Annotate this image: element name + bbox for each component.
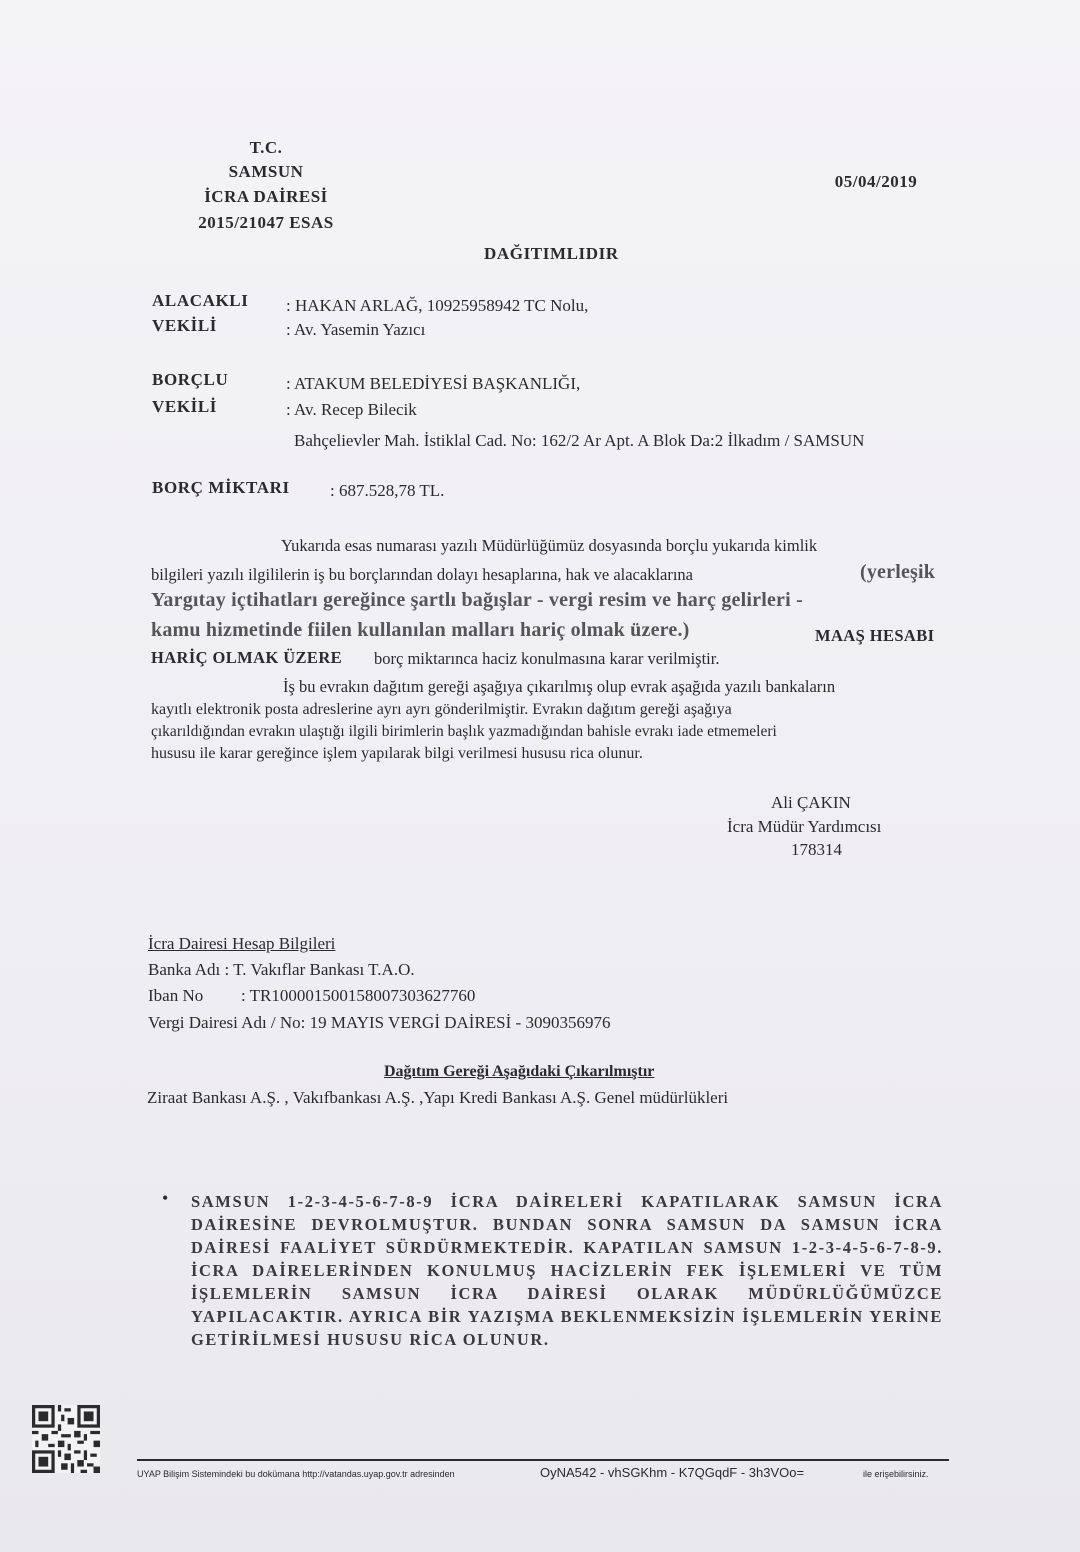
- vekili-value-2: : Av. Recep Bilecik: [286, 400, 417, 419]
- body-line: çıkarıldığından evrakın ulaştığı ilgili birimlerin başlık yazmadığından bahisle evrakı iade etmemeleri: [151, 723, 777, 740]
- body-bold: MAAŞ HESABI: [815, 626, 935, 645]
- body-highlight: Yargıtay içtihatları gereğince şartlı bağışlar - vergi resim ve harç gelirleri -: [151, 589, 803, 611]
- borclu-label: BORÇLU: [152, 370, 229, 389]
- account-iban-value: : TR100001500158007303627760: [241, 986, 476, 1005]
- signature-title: İcra Müdür Yardımcısı: [727, 817, 882, 836]
- header-tc: T.C.: [249, 138, 283, 157]
- account-heading: İcra Dairesi Hesap Bilgileri: [148, 934, 336, 953]
- body-line: Yukarıda esas numarası yazılı Müdürlüğümüz dosyasında borçlu yukarıda kimlik: [281, 536, 818, 555]
- signature-id: 178314: [791, 840, 842, 859]
- borclu-address: Bahçelievler Mah. İstiklal Cad. No: 162/2 Ar Apt. A Blok Da:2 İlkadım / SAMSUN: [294, 431, 865, 450]
- footer-suffix: ile erişebilirsiniz.: [863, 1469, 929, 1479]
- footer-divider: [137, 1459, 949, 1461]
- debt-amount: : 687.528,78 TL.: [330, 481, 445, 500]
- borclu-value: : ATAKUM BELEDİYESİ BAŞKANLIĞI,: [286, 374, 581, 393]
- alacakli-label: ALACAKLI: [152, 291, 249, 310]
- body-line: kayıtlı elektronik posta adreslerine ayrı ayrı gönderilmiştir. Evrakın dağıtım gereği aşağıya: [151, 701, 732, 718]
- body-line: hususu ile karar gereğince işlem yapılarak bilgi verilmesi hususu rica olunur.: [151, 745, 643, 762]
- body-line: borç miktarınca haciz konulmasına karar verilmiştir.: [374, 649, 720, 668]
- footer-access-code: OyNA542 - vhSGKhm - K7QGqdF - 3h3VOo=: [540, 1465, 805, 1480]
- document-title: DAĞITIMLIDIR: [484, 244, 619, 263]
- header-city: SAMSUN: [228, 162, 304, 181]
- notice-text: SAMSUN 1-2-3-4-5-6-7-8-9 İCRA DAİRELERİ KAPATILARAK SAMSUN İCRA DAİRESİNE DEVROLMUŞTUR. BUNDAN SONRA SAMSUN DA SAMSUN İCRA DAİRESİ FAALİYET SÜRDÜRMEKTEDİR. KAPATILAN SAMSUN 1-2-3-4-5-6-7-8-9. İCRA DAİRELERİNDEN KONULMUŞ HACİZLERİN FEK İŞLEMLERİ VE TÜM İŞLEMLERİN SAMSUN İCRA DAİRESİ OLARAK MÜDÜRLÜĞÜMÜZCE YAPILACAKTIR. AYRICA BİR YAZIŞMA BEKLENMEKSİZİN İŞLEMLERİN YERİNE GETİRİLMESİ HUSUSU RİCA OLUNUR.: [191, 1192, 943, 1349]
- body-line: İş bu evrakın dağıtım gereği aşağıya çıkarılmış olup evrak aşağıda yazılı bankaların: [283, 677, 836, 696]
- footer-prefix: UYAP Bilişim Sistemindeki bu dokümana http://vatandas.uyap.gov.tr adresinden: [137, 1469, 455, 1479]
- alacakli-value: : HAKAN ARLAĞ, 10925958942 TC Nolu,: [286, 296, 589, 315]
- signature-name: Ali ÇAKIN: [771, 793, 851, 812]
- body-highlight: kamu hizmetinde fiilen kullanılan malları hariç olmak üzere.): [151, 619, 690, 641]
- header-office: İCRA DAİRESİ: [204, 187, 328, 206]
- distribution-banks: Ziraat Bankası A.Ş. , Vakıfbankası A.Ş. ,Yapı Kredi Bankası A.Ş. Genel müdürlükleri: [147, 1088, 729, 1107]
- account-bank: Banka Adı : T. Vakıflar Bankası T.A.O.: [148, 960, 415, 979]
- vekili-value: : Av. Yasemin Yazıcı: [286, 320, 426, 339]
- header-case-number: 2015/21047 ESAS: [198, 213, 334, 232]
- vekili-label: VEKİLİ: [152, 316, 218, 335]
- document-date: 05/04/2019: [834, 172, 918, 191]
- body-highlight: (yerleşik: [860, 561, 936, 583]
- qr-code-icon: [32, 1405, 100, 1473]
- vekili-label-2: VEKİLİ: [152, 397, 218, 416]
- account-tax: Vergi Dairesi Adı / No: 19 MAYIS VERGİ DAİRESİ - 3090356976: [148, 1013, 611, 1032]
- debt-label: BORÇ MİKTARI: [152, 478, 290, 497]
- notice-bullet: •: [162, 1188, 169, 1208]
- body-bold: HARİÇ OLMAK ÜZERE: [151, 648, 343, 667]
- distribution-heading: Dağıtım Gereği Aşağıdaki Çıkarılmıştır: [384, 1063, 655, 1080]
- body-line: bilgileri yazılı ilgililerin iş bu borçlarından dolayı hesaplarına, hak ve alacaklarına: [151, 565, 694, 584]
- account-iban-label: Iban No: [148, 986, 204, 1005]
